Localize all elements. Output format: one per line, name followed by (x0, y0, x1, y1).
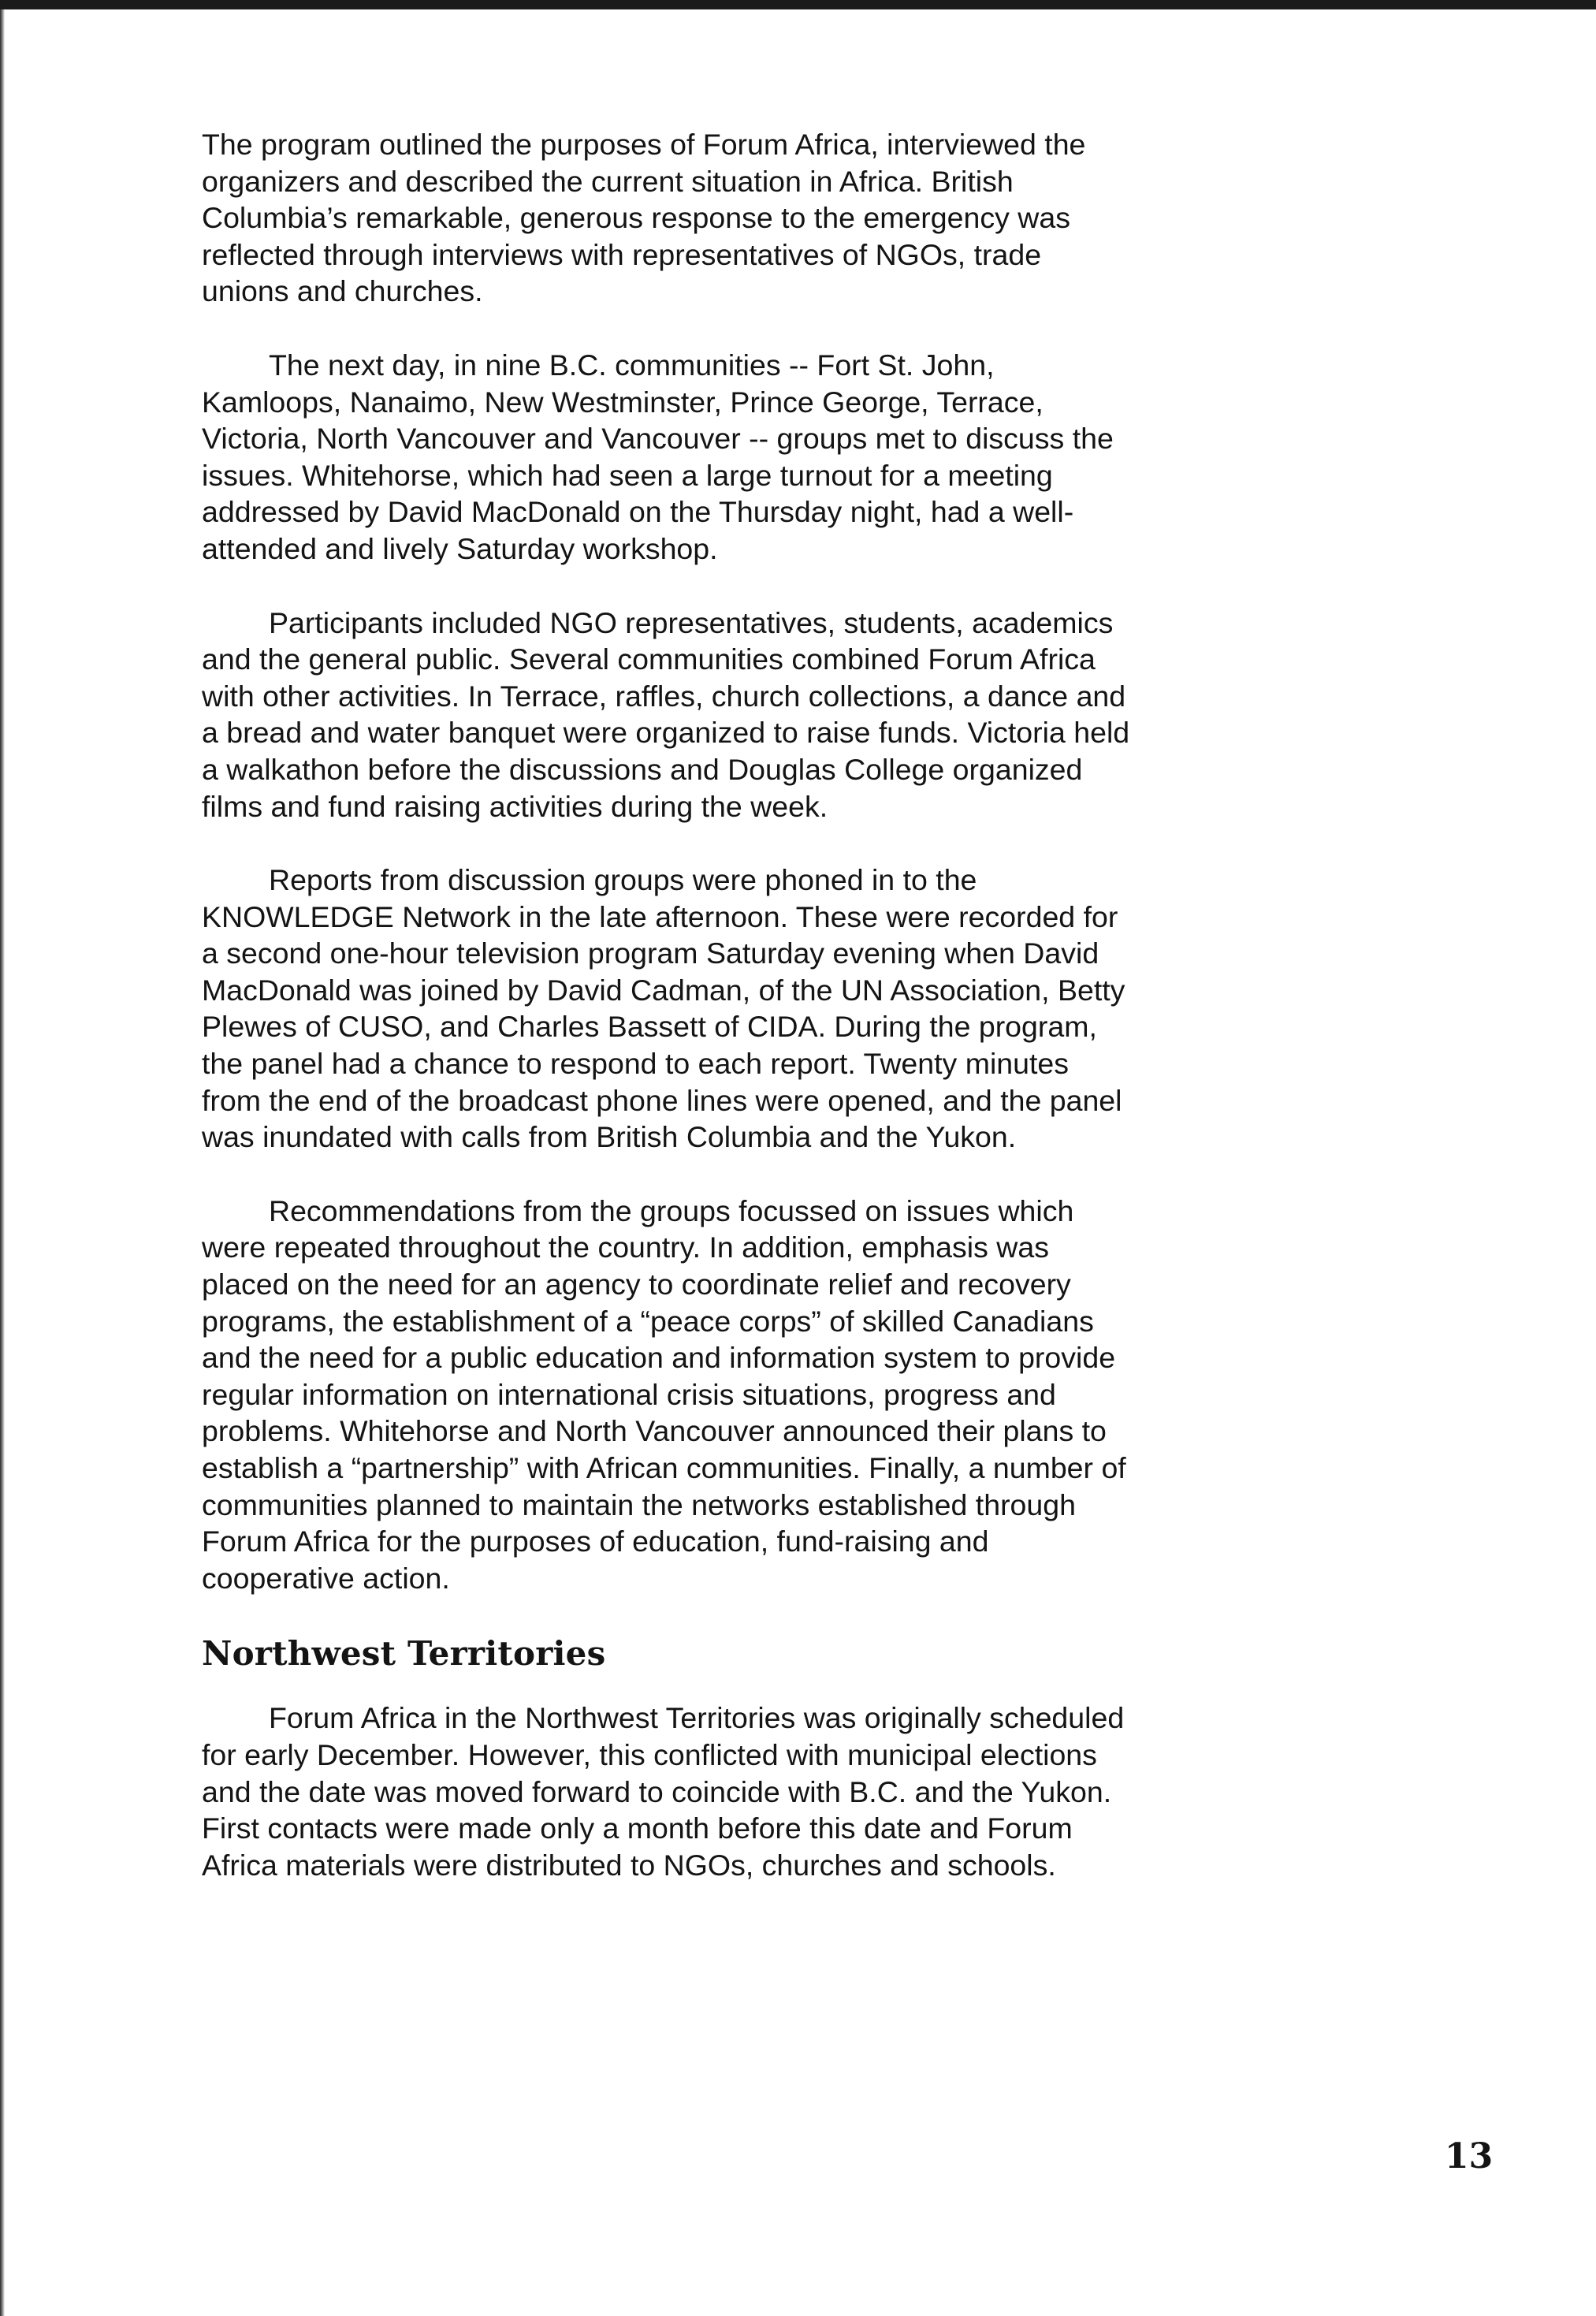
scan-edge-shadow (0, 9, 5, 2316)
paragraph-recommendations: Recommendations from the groups focussed on issues which were repeated throughout the country. In addition, emphasis was placed on the need for an agency to coordinate relief and recovery programs, the establishment of a “peace corps” of skilled Canadians and the need for a public education and information system to provide regular information on international crisis situations, progress and problems. Whitehorse and North Vancouver announced their plans to establish a “partnership” with African communities. Finally, a number of communities planned to maintain the networks established through Forum Africa for the purposes of education, fund-raising and cooperative action. (202, 1193, 1126, 1595)
document-page (202, 126, 1132, 1920)
top-border-rule (0, 0, 1596, 9)
paragraph-participants: Participants included NGO representatives, students, academics and the general public. Several communities combined Forum Africa with other activities. In Terrace, raffles, church collections, a dance and a bread and water banquet were organized to raise funds. Victoria held a walkathon before the discussions and Douglas College organized films and fund raising activities during the week. (202, 605, 1130, 823)
paragraph-program-overview: The program outlined the purposes of Forum Africa, interviewed the organizers and described the current situation in Africa. British Columbia’s remarkable, generous response to the emergency was reflected through interviews with representatives of NGOs, trade unions and churches. (202, 128, 1086, 308)
section-heading-northwest-territories: Northwest Territories (202, 1634, 606, 1674)
paragraph-reports: Reports from discussion groups were phoned in to the KNOWLEDGE Network in the late afternoon. These were recorded for a second one-hour television program Saturday evening when David MacDonald was joined by David Cadman, of the UN Association, Betty Plewes of CUSO, and Charles Bassett of CIDA. During the program, the panel had a chance to respond to each report. Twenty minutes from the end of the broadcast phone lines were opened, and the panel was inundated with calls from British Columbia and the Yukon. (202, 863, 1125, 1154)
paragraph-northwest-territories: Forum Africa in the Northwest Territories was originally scheduled for early December. However, this conflicted with municipal elections and the date was moved forward to coincide with B.C. and the Yukon. First contacts were made only a month before this date and Forum Africa materials were distributed to NGOs, churches and schools. (202, 1701, 1125, 1882)
paragraph-community-groups: The next day, in nine B.C. communities -- Fort St. John, Kamloops, Nanaimo, New Westminster, Prince George, Terrace, Victoria, North Vancouver and Vancouver -- groups met to discuss the issues. Whitehorse, which had seen a large turnout for a meeting addressed by David MacDonald on the Thursday night, had a well-attended and lively Saturday workshop. (202, 348, 1114, 565)
page-number: 13 (1445, 2136, 1494, 2176)
